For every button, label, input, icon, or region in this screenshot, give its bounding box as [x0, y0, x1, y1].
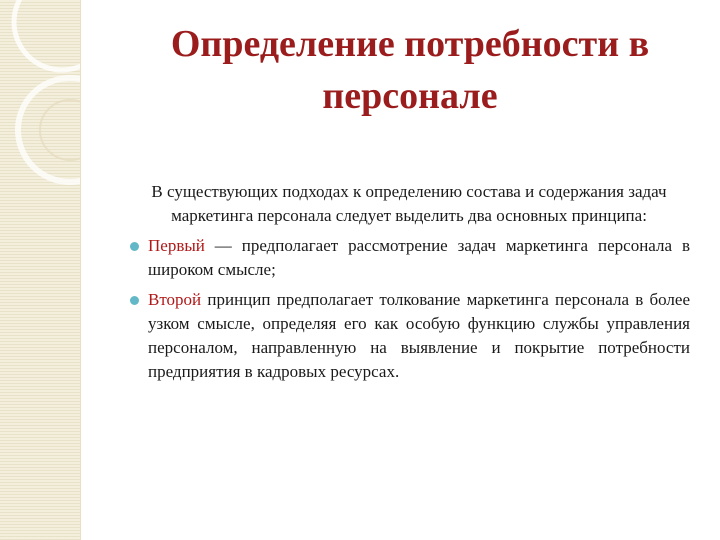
bullet-text: — предполагает рассмотрение задач маркетинга персонала в широком смысле; [148, 236, 690, 279]
bullet-item-second [128, 288, 690, 384]
bullet-text: принцип предполагает толкование маркетинга персонала в более узком смысле, определяя его как особую функцию службы управления персоналом, направленную на выявление и покрытие потребности предприятия в кадровых ресурсах. [148, 290, 690, 381]
bullet-keyword: Первый [148, 236, 205, 255]
intro-paragraph: В существующих подходах к определению состава и содержания задач маркетинга персонала следует выделить два основных принципа: [151, 182, 667, 225]
bullet-item-first [128, 234, 690, 282]
slide-content [128, 180, 690, 384]
bullet-dot-icon [130, 296, 139, 305]
bullet-dot-icon [130, 242, 139, 251]
decorative-sidebar [0, 0, 81, 540]
bullet-keyword: Второй [148, 290, 202, 309]
slide-title: Определение потребности в персонале [170, 23, 650, 117]
circle-ornament-icon [0, 0, 80, 540]
